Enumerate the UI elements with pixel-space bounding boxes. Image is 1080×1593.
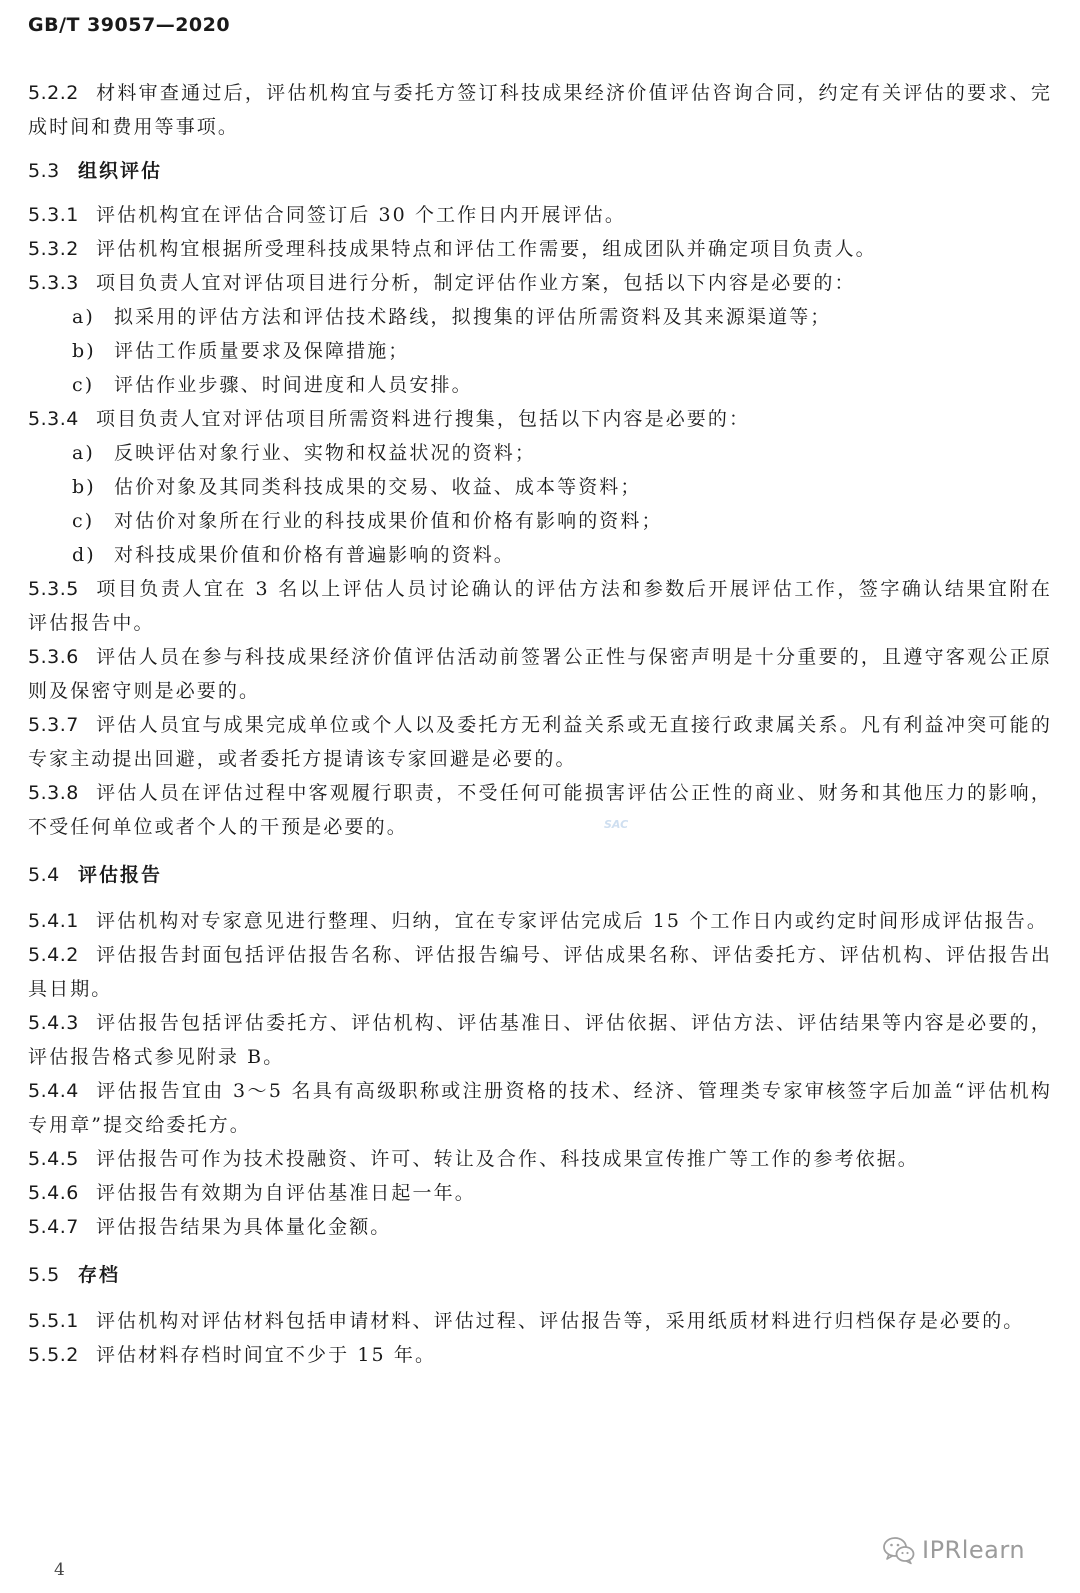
clause-text: 评估机构对评估材料包括申请材料、评估过程、评估报告等，采用纸质材料进行归档保存是必要的。 bbox=[96, 1310, 1025, 1332]
list-item bbox=[28, 300, 1052, 334]
standard-number: GB/T 39057—2020 bbox=[28, 14, 231, 36]
clause-text: 材料审查通过后，评估机构宜与委托方签订科技成果经济价值评估咨询合同，约定有关评估的要求、完成时间和费用等事项。 bbox=[28, 82, 1052, 138]
list-label: d) bbox=[72, 544, 96, 566]
clause-5-3-4 bbox=[28, 402, 1052, 436]
list-item bbox=[28, 368, 1052, 402]
clause-number: 5.3.1 bbox=[28, 204, 79, 226]
section-title: 组织评估 bbox=[78, 160, 163, 182]
clause-5-3-3 bbox=[28, 266, 1052, 300]
clause-5-3-5 bbox=[28, 572, 1052, 640]
clause-text: 项目负责人宜在 3 名以上评估人员讨论确认的评估方法和参数后开展评估工作，签字确认结果宜附在评估报告中。 bbox=[28, 578, 1052, 634]
list-text: 反映评估对象行业、实物和权益状况的资料； bbox=[114, 442, 537, 464]
list-label: b) bbox=[72, 340, 96, 362]
list-item bbox=[28, 334, 1052, 368]
clause-5-4-7 bbox=[28, 1210, 1052, 1244]
list-label: a) bbox=[72, 306, 95, 328]
list-label: b) bbox=[72, 476, 96, 498]
clause-5-5-1 bbox=[28, 1304, 1052, 1338]
clause-text: 评估报告包括评估委托方、评估机构、评估基准日、评估依据、评估方法、评估结果等内容是必要的，评估报告格式参见附录 B。 bbox=[28, 1012, 1052, 1068]
clause-5-4-6 bbox=[28, 1176, 1052, 1210]
list-label: a) bbox=[72, 442, 95, 464]
clause-5-3-7 bbox=[28, 708, 1052, 776]
clause-5-3-8 bbox=[28, 776, 1052, 844]
clause-number: 5.5.2 bbox=[28, 1344, 79, 1366]
clause-number: 5.4.2 bbox=[28, 944, 79, 966]
clause-number: 5.4.6 bbox=[28, 1182, 79, 1204]
clause-number: 5.3.7 bbox=[28, 714, 79, 736]
section-heading-5-5 bbox=[28, 1258, 1052, 1292]
list-text: 对科技成果价值和价格有普遍影响的资料。 bbox=[114, 544, 515, 566]
brand-name: IPRlearn bbox=[922, 1536, 1026, 1564]
clause-5-4-1 bbox=[28, 904, 1052, 938]
clause-number: 5.3.2 bbox=[28, 238, 79, 260]
section-number: 5.3 bbox=[28, 160, 60, 182]
clause-5-4-2 bbox=[28, 938, 1052, 1006]
clause-number: 5.3.5 bbox=[28, 578, 79, 600]
list-label: c) bbox=[72, 374, 95, 396]
clause-text: 评估机构对专家意见进行整理、归纳，宜在专家评估完成后 15 个工作日内或约定时间形成评估报告。 bbox=[96, 910, 1048, 932]
clause-text: 评估报告宜由 3～5 名具有高级职称或注册资格的技术、经济、管理类专家审核签字后加盖“评估机构专用章”提交给委托方。 bbox=[28, 1080, 1052, 1136]
clause-text: 评估材料存档时间宜不少于 15 年。 bbox=[96, 1344, 437, 1366]
list-text: 对估价对象所在行业的科技成果价值和价格有影响的资料； bbox=[114, 510, 663, 532]
list-item bbox=[28, 470, 1052, 504]
clause-5-3-2 bbox=[28, 232, 1052, 266]
clause-number: 5.3.6 bbox=[28, 646, 79, 668]
clause-number: 5.4.3 bbox=[28, 1012, 79, 1034]
clause-text: 评估报告封面包括评估报告名称、评估报告编号、评估成果名称、评估委托方、评估机构、评估报告出具日期。 bbox=[28, 944, 1052, 1000]
document-body bbox=[28, 76, 1052, 1372]
section-number: 5.5 bbox=[28, 1264, 60, 1286]
clause-text: 评估报告结果为具体量化金额。 bbox=[96, 1216, 392, 1238]
clause-text: 评估机构宜根据所受理科技成果特点和评估工作需要，组成团队并确定项目负责人。 bbox=[96, 238, 877, 260]
clause-number: 5.5.1 bbox=[28, 1310, 79, 1332]
section-heading-5-3 bbox=[28, 154, 1052, 188]
page-number: 4 bbox=[54, 1560, 65, 1580]
section-number: 5.4 bbox=[28, 864, 60, 886]
clause-5-4-5 bbox=[28, 1142, 1052, 1176]
list-text: 估价对象及其同类科技成果的交易、收益、成本等资料； bbox=[114, 476, 642, 498]
sac-watermark: SAC bbox=[604, 818, 629, 831]
clause-number: 5.3.4 bbox=[28, 408, 79, 430]
list-label: c) bbox=[72, 510, 95, 532]
wechat-icon bbox=[882, 1535, 916, 1565]
clause-number: 5.4.5 bbox=[28, 1148, 79, 1170]
section-title: 存档 bbox=[78, 1264, 121, 1286]
clause-number: 5.4.1 bbox=[28, 910, 79, 932]
clause-text: 评估人员在参与科技成果经济价值评估活动前签署公正性与保密声明是十分重要的，且遵守客观公正原则及保密守则是必要的。 bbox=[28, 646, 1052, 702]
clause-text: 评估人员宜与成果完成单位或个人以及委托方无利益关系或无直接行政隶属关系。凡有利益冲突可能的专家主动提出回避，或者委托方提请该专家回避是必要的。 bbox=[28, 714, 1052, 770]
list-text: 拟采用的评估方法和评估技术路线，拟搜集的评估所需资料及其来源渠道等； bbox=[114, 306, 832, 328]
list-item bbox=[28, 436, 1052, 470]
clause-5-4-4 bbox=[28, 1074, 1052, 1142]
clause-5-3-6 bbox=[28, 640, 1052, 708]
clause-number: 5.4.7 bbox=[28, 1216, 79, 1238]
clause-5-4-3 bbox=[28, 1006, 1052, 1074]
clause-number: 5.3.3 bbox=[28, 272, 79, 294]
clause-text: 评估机构宜在评估合同签订后 30 个工作日内开展评估。 bbox=[96, 204, 626, 226]
list-item bbox=[28, 504, 1052, 538]
clause-number: 5.3.8 bbox=[28, 782, 79, 804]
clause-text: 项目负责人宜对评估项目所需资料进行搜集，包括以下内容是必要的： bbox=[96, 408, 751, 430]
wechat-brand-watermark bbox=[882, 1535, 1025, 1565]
clause-text: 评估报告有效期为自评估基准日起一年。 bbox=[96, 1182, 476, 1204]
clause-text: 评估报告可作为技术投融资、许可、转让及合作、科技成果宣传推广等工作的参考依据。 bbox=[96, 1148, 919, 1170]
section-heading-5-4 bbox=[28, 858, 1052, 892]
clause-number: 5.4.4 bbox=[28, 1080, 79, 1102]
clause-text: 评估人员在评估过程中客观履行职责，不受任何可能损害评估公正性的商业、财务和其他压力的影响，不受任何单位或者个人的干预是必要的。 bbox=[28, 782, 1052, 838]
clause-number: 5.2.2 bbox=[28, 82, 79, 104]
list-text: 评估作业步骤、时间进度和人员安排。 bbox=[114, 374, 473, 396]
list-item bbox=[28, 538, 1052, 572]
clause-5-5-2 bbox=[28, 1338, 1052, 1372]
clause-text: 项目负责人宜对评估项目进行分析，制定评估作业方案，包括以下内容是必要的： bbox=[96, 272, 856, 294]
section-title: 评估报告 bbox=[78, 864, 163, 886]
clause-5-3-1 bbox=[28, 198, 1052, 232]
clause-5-2-2 bbox=[28, 76, 1052, 144]
list-text: 评估工作质量要求及保障措施； bbox=[114, 340, 410, 362]
